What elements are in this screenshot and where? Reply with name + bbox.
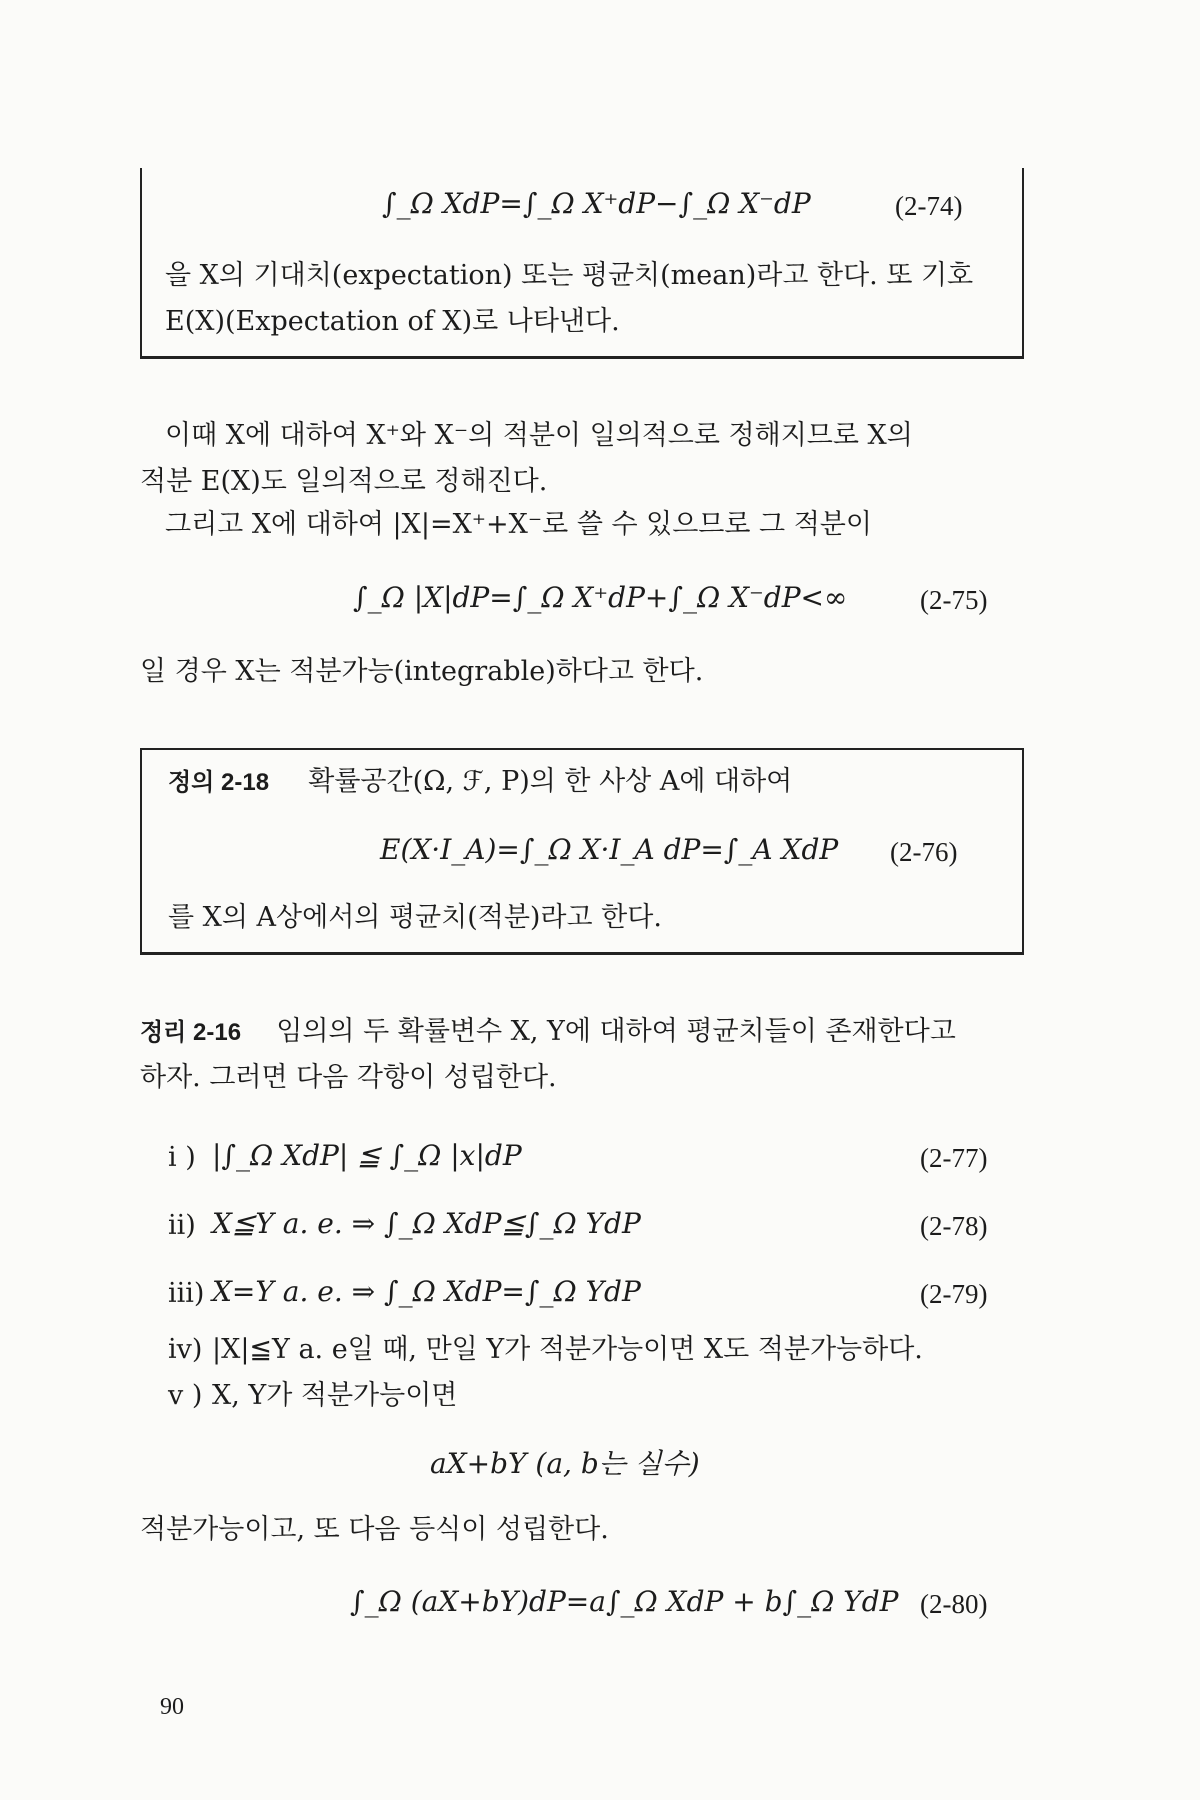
paragraph-line-3: 그리고 X에 대하여 |X|=X⁺+X⁻로 쓸 수 있으므로 그 적분이 [165, 509, 872, 540]
equation-number-2-79: (2-79) [920, 1279, 988, 1309]
equation-2-75: ∫_Ω |X|dP=∫_Ω X⁺dP+∫_Ω X⁻dP<∞ [353, 581, 848, 614]
equation-number-2-78: (2-78) [920, 1211, 988, 1241]
integrable-sentence: 일 경우 X는 적분가능(integrable)하다고 한다. [140, 656, 704, 687]
equation-number-2-77: (2-77) [920, 1143, 988, 1173]
definition-2-18-line-1 [168, 762, 792, 803]
page-number: 90 [160, 1694, 184, 1720]
box1-text-line-2: E(X)(Expectation of X)로 나타낸다. [165, 306, 620, 337]
equation-number-2-76: (2-76) [890, 837, 958, 867]
equation-number-2-80: (2-80) [920, 1589, 988, 1619]
paragraph-line-2: 적분 E(X)도 일의적으로 정해진다. [140, 466, 548, 497]
definition-2-18-text: 확률공간(Ω, ℱ, P)의 한 사상 A에 대하여 [308, 766, 793, 797]
paragraph-line-1: 이때 X에 대하여 X⁺와 X⁻의 적분이 일의적으로 정해지므로 X의 [165, 420, 913, 451]
item-label-v: v ) [168, 1380, 203, 1411]
item-text-iv: |X|≦Y a. e일 때, 만일 Y가 적분가능이면 X도 적분가능하다. [212, 1334, 923, 1365]
theorem-2-16-line-1 [140, 1012, 956, 1053]
item-label-iv: iv) [168, 1334, 203, 1365]
definition-2-18-line-2: 를 X의 A상에서의 평균치(적분)라고 한다. [168, 902, 662, 933]
equation-2-74: ∫_Ω XdP=∫_Ω X⁺dP−∫_Ω X⁻dP [382, 187, 811, 220]
equation-number-2-74: (2-74) [895, 191, 963, 221]
theorem-after-text: 적분가능이고, 또 다음 등식이 성립한다. [140, 1514, 609, 1545]
linear-combination: aX+bY (a, b는 실수) [430, 1447, 700, 1480]
item-label-i: i ) [168, 1142, 196, 1173]
equation-2-77: |∫_Ω XdP| ≦ ∫_Ω |x|dP [212, 1139, 522, 1172]
theorem-2-16-text: 임의의 두 확률변수 X, Y에 대하여 평균치들이 존재한다고 [276, 1016, 956, 1047]
theorem-label: 정리 2-16 [140, 1019, 242, 1046]
item-text-v: X, Y가 적분가능이면 [212, 1380, 458, 1411]
equation-2-78: X≦Y a. e. ⇒ ∫_Ω XdP≦∫_Ω YdP [212, 1207, 641, 1240]
equation-number-2-75: (2-75) [920, 585, 988, 615]
equation-2-79: X=Y a. e. ⇒ ∫_Ω XdP=∫_Ω YdP [212, 1275, 641, 1308]
equation-2-76: E(X·I_A)=∫_Ω X·I_A dP=∫_A XdP [380, 833, 839, 866]
definition-label: 정의 2-18 [168, 769, 270, 796]
item-label-iii: iii) [168, 1278, 205, 1309]
box1-text-line-1: 을 X의 기대치(expectation) 또는 평균치(mean)라고 한다. 또 기호 [165, 260, 974, 291]
equation-2-80: ∫_Ω (aX+bY)dP=a∫_Ω XdP + b∫_Ω YdP [350, 1585, 899, 1618]
theorem-2-16-line-2: 하자. 그러면 다음 각항이 성립한다. [140, 1062, 557, 1093]
item-label-ii: ii) [168, 1210, 196, 1241]
